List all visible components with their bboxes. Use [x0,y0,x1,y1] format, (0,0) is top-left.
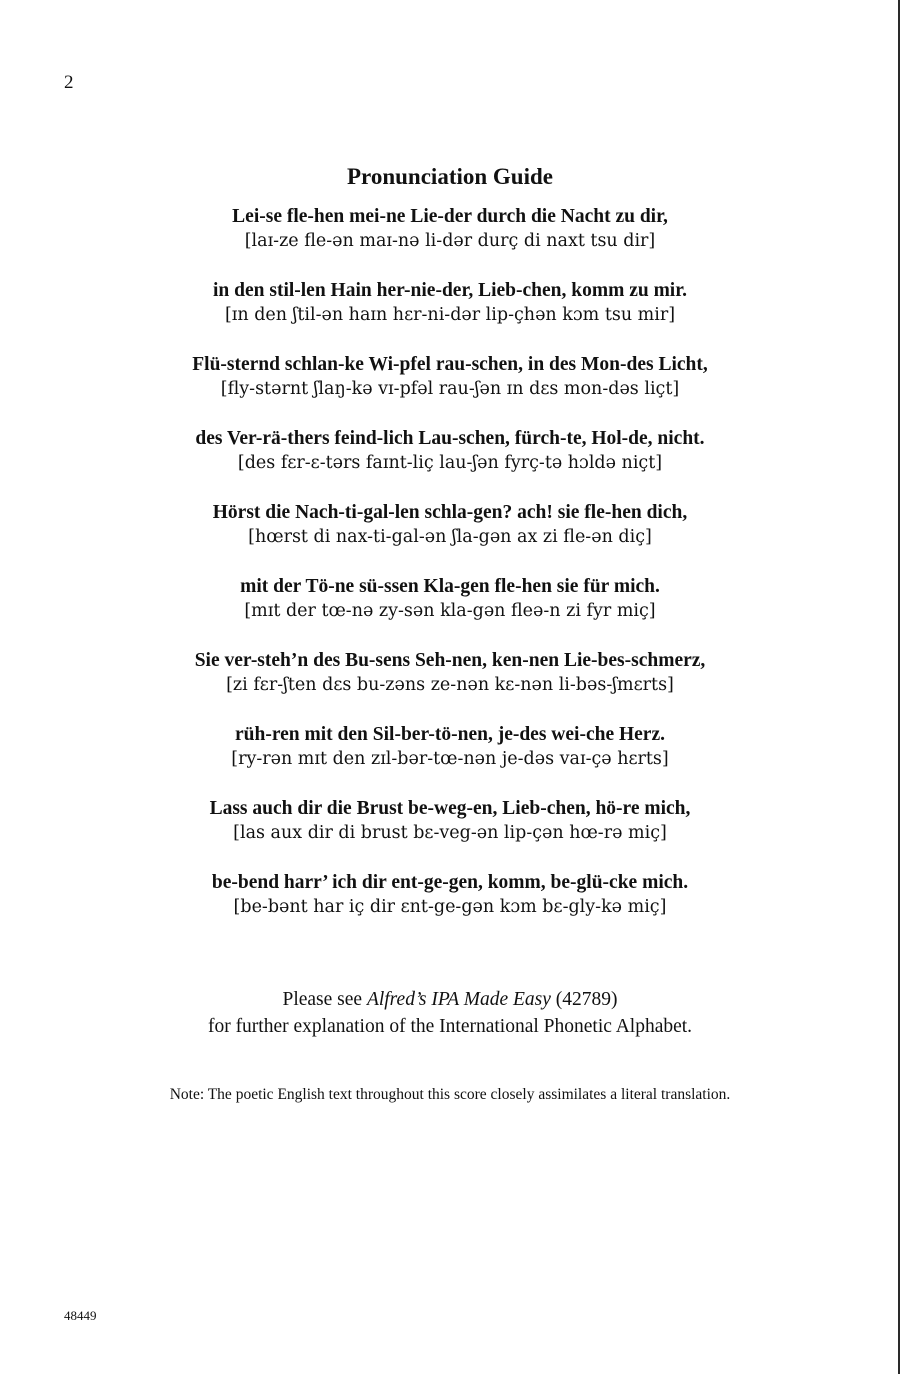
verse-list [0,204,900,944]
verse-ipa: [mɪt der tœ-nə zy-sən kla-gən fleə-n zi fyr miç] [244,601,656,621]
verse-line [0,796,900,870]
reference-book-title: Alfred’s IPA Made Easy [366,989,551,1010]
verse-ipa: [zi fɛr-ʃten dɛs bu-zəns ze-nən kɛ-nən li-bəs-ʃmɛrts] [226,675,674,695]
verse-lyric: be-bend harr’ ich dir ent-ge-gen, komm, be-glü-cke mich. [211,872,689,893]
verse-line [0,870,900,944]
verse-lyric: Flü-sternd schlan-ke Wi-pfel rau-schen, in des Mon-des Licht, [192,354,708,375]
verse-ipa: [hœrst di nax-ti-gal-ən ʃla-gən ax zi fle-ən diç] [248,527,652,547]
reference-prefix: Please see [282,989,367,1010]
verse-line [0,426,900,500]
verse-ipa: [be-bənt har iç dir ɛnt-ge-gən kɔm bɛ-gly-kə miç] [233,897,667,917]
verse-lyric: Sie ver-steh’n des Bu-sens Seh-nen, ken-nen Lie-bes-schmerz, [194,650,706,671]
verse-line [0,278,900,352]
verse-lyric: Hörst die Nach-ti-gal-len schla-gen? ach! sie fle-hen dich, [212,502,688,523]
verse-ipa: [laɪ-ze fle-ən maɪ-nə li-dər durç di naxt tsu dir] [244,231,656,251]
verse-lyric: des Ver-rä-thers feind-lich Lau-schen, fürch-te, Hol-de, nicht. [195,428,705,449]
verse-lyric: Lass auch dir die Brust be-weg-en, Lieb-chen, hö-re mich, [209,798,691,819]
translation-note: Note: The poetic English text throughout this score closely assimilates a literal translation. [169,1086,731,1103]
verse-line [0,648,900,722]
verse-line [0,352,900,426]
verse-ipa: [des fɛr-ɛ-tərs faɪnt-liç lau-ʃən fyrç-tə hɔldə niçt] [237,453,663,473]
verse-lyric: mit der Tö-ne sü-ssen Kla-gen fle-hen sie für mich. [240,576,660,597]
verse-line [0,204,900,278]
verse-line [0,722,900,796]
verse-ipa: [las aux dir di brust bɛ-veg-ən lip-çən hœ-rə miç] [233,823,667,843]
ipa-reference [0,986,900,1040]
page-title: Pronunciation Guide [347,164,553,189]
verse-lyric: in den stil-len Hain her-nie-der, Lieb-chen, komm zu mir. [213,280,687,301]
reference-line-2: for further explanation of the International Phonetic Alphabet. [207,1016,693,1037]
verse-ipa: [fly-stərnt ʃlaŋ-kə vɪ-pfəl rau-ʃən ɪn dɛs mon-dəs liçt] [220,379,680,399]
reference-line-1 [0,986,900,1013]
page-number: 2 [64,72,74,93]
verse-lyric: rüh-ren mit den Sil-ber-tö-nen, je-des wei-che Herz. [235,724,665,745]
catalog-number: 48449 [64,1308,97,1323]
verse-lyric: Lei-se fle-hen mei-ne Lie-der durch die Nacht zu dir, [232,206,668,227]
verse-ipa: [ry-rən mɪt den zɪl-bər-tœ-nən je-dəs vaɪ-çə hɛrts] [231,749,669,769]
verse-line [0,500,900,574]
reference-suffix: (42789) [550,989,618,1010]
verse-line [0,574,900,648]
verse-ipa: [ɪn den ʃtil-ən haɪn hɛr-ni-dər lip-çhən kɔm tsu mir] [224,305,676,325]
